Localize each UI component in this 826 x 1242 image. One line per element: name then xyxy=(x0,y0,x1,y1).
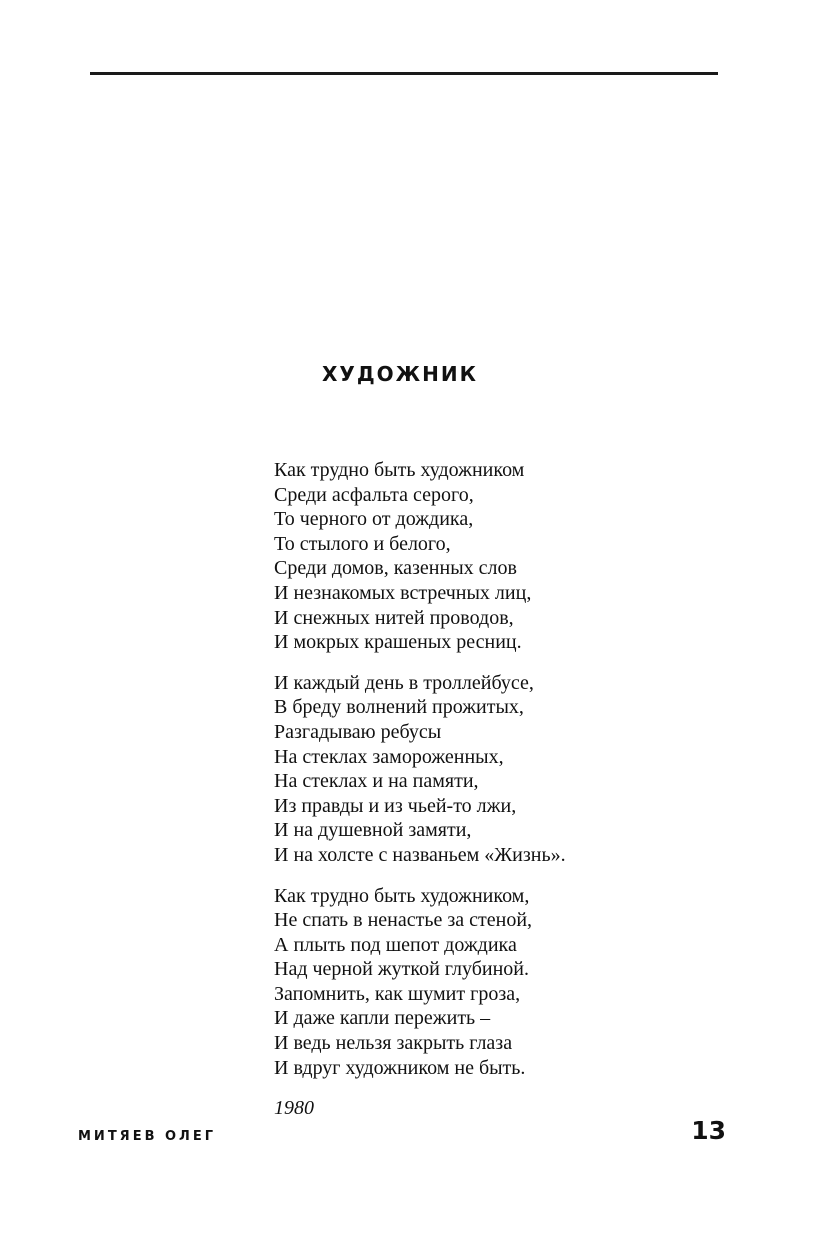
poem-line: И даже капли пережить – xyxy=(274,1007,491,1030)
poem-line: И незнакомых встречных лиц, xyxy=(274,581,532,604)
poem-line: И мокрых крашеных ресниц. xyxy=(274,631,522,654)
stanza-3 xyxy=(274,884,754,1081)
top-rule xyxy=(90,72,718,75)
poem-line: То черного от дождика, xyxy=(274,508,474,531)
poem-line: Из правды и из чьей-то лжи, xyxy=(274,794,517,817)
poem-line: На стеклах и на памяти, xyxy=(274,770,479,793)
poem-line: В бреду волнений прожитых, xyxy=(274,696,524,719)
poem-line: Как трудно быть художником, xyxy=(274,884,530,907)
poem-line: Среди асфальта серого, xyxy=(274,483,474,506)
poem-line: Не спать в ненастье за стеной, xyxy=(274,909,533,932)
poem-line: И вдруг художником не быть. xyxy=(274,1056,526,1079)
poem-line: На стеклах замороженных, xyxy=(274,745,504,768)
poem-line: И ведь нельзя закрыть глаза xyxy=(274,1032,513,1055)
poem-line: Разгадываю ребусы xyxy=(274,720,442,743)
stanza-1 xyxy=(274,458,754,655)
poem-line: А плыть под шепот дождика xyxy=(274,933,517,956)
poem-line: И каждый день в троллейбусе, xyxy=(274,671,534,694)
poem-line: И снежных нитей проводов, xyxy=(274,606,514,629)
poem-line: И на душевной замяти, xyxy=(274,819,472,842)
poem-year: 1980 xyxy=(274,1097,314,1120)
poem-title: ХУДОЖНИК xyxy=(322,362,478,386)
poem-line: Как трудно быть художником xyxy=(274,459,525,481)
footer-author: МИТЯЕВ ОЛЕГ xyxy=(78,1129,217,1144)
poem-body xyxy=(274,458,754,1121)
poem-line: И на холсте с названьем «Жизнь». xyxy=(274,843,566,866)
poem-line: Запомнить, как шумит гроза, xyxy=(274,982,521,1005)
page-number: 13 xyxy=(691,1116,726,1145)
poem-line: То стылого и белого, xyxy=(274,532,451,555)
poem-line: Среди домов, казенных слов xyxy=(274,557,517,580)
stanza-2 xyxy=(274,671,754,868)
poem-line: Над черной жуткой глубиной. xyxy=(274,958,529,981)
